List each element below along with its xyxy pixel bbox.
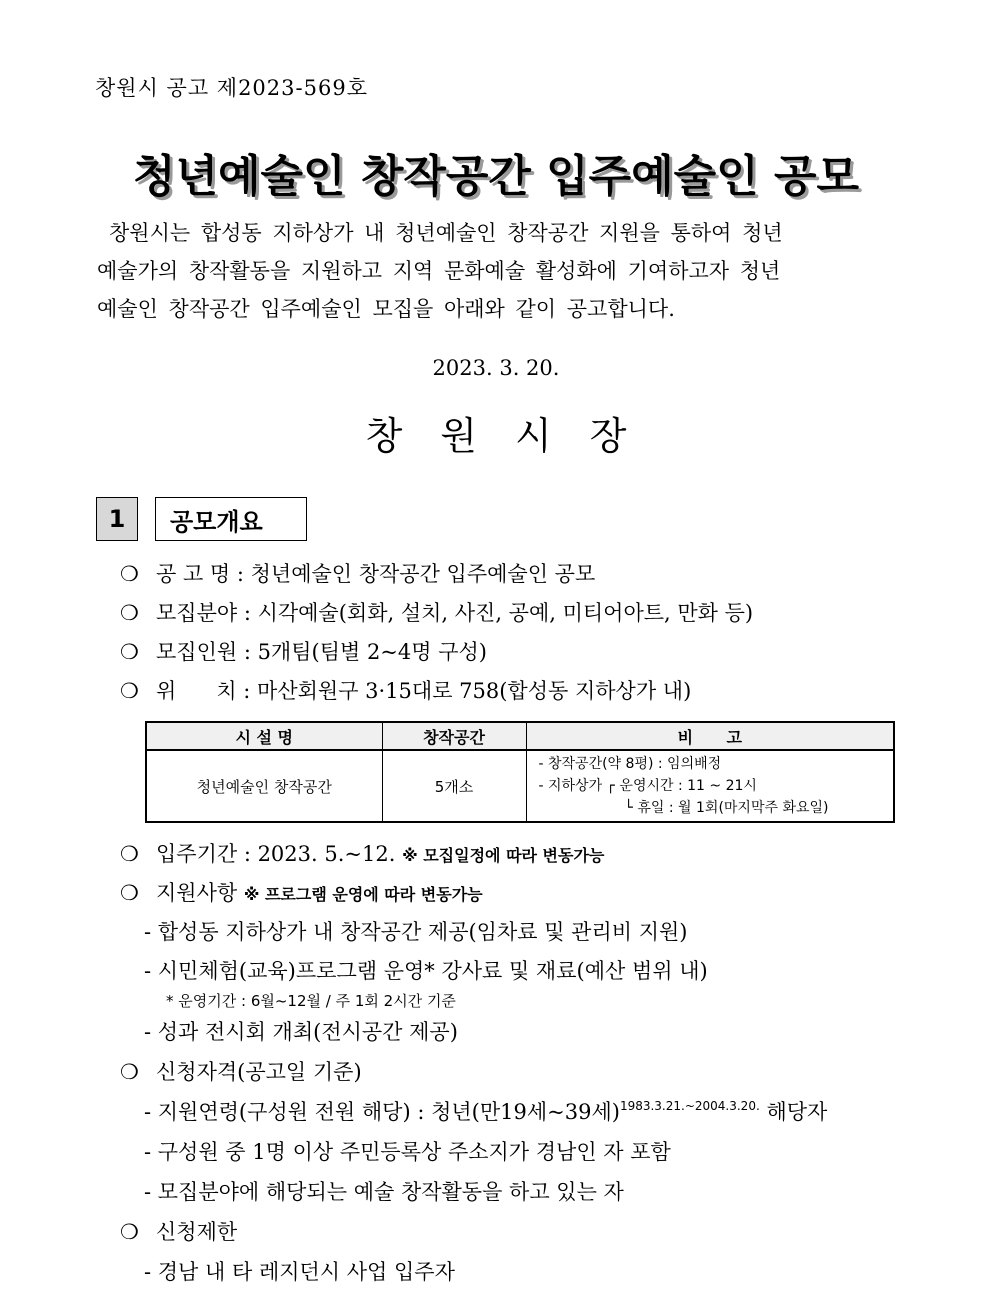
table-cell: 청년예술인 창작공간 xyxy=(146,750,382,822)
section-number: 1 xyxy=(96,497,138,541)
table-header: 시 설 명 xyxy=(146,722,382,750)
intro-line: 예술가의 창작활동을 지원하고 지역 문화예술 활성화에 기여하고자 청년 xyxy=(97,259,781,283)
period-note: ※ 모집일정에 따라 변동가능 xyxy=(402,846,605,865)
list-item: ❍ 모집분야 : 시각예술(회화, 설치, 사진, 공예, 미티어아트, 만화 등) xyxy=(120,601,754,625)
sub-item: - 구성원 중 1명 이상 주민등록상 주소지가 경남인 자 포함 xyxy=(144,1140,671,1164)
circle-bullet-icon: ❍ xyxy=(120,601,139,625)
sub-item: - 성과 전시회 개최(전시공간 제공) xyxy=(144,1020,458,1044)
issuer-name: 창원시장 xyxy=(365,414,665,458)
list-item: ❍ 신청제한 xyxy=(120,1220,238,1244)
intro-line: 예술인 창작공간 입주예술인 모집을 아래와 같이 공고합니다. xyxy=(97,297,675,321)
notice-number: 창원시 공고 제2023-569호 xyxy=(95,76,368,100)
circle-bullet-icon: ❍ xyxy=(120,881,139,905)
table-cell-note: - 창작공간(약 8평) : 임의배정 - 지하상가 ┌ 운영시간 : 11 ~ 21시 └ 휴일 : 월 1회(마지막주 화요일) xyxy=(526,750,894,822)
section-title: 공모개요 xyxy=(155,497,307,541)
sub-item: - 경남 내 타 레지던시 사업 입주자 xyxy=(144,1260,455,1284)
footnote: * 운영기간 : 6월~12월 / 주 1회 2시간 기준 xyxy=(166,992,456,1010)
list-item: ❍ 공 고 명 : 청년예술인 창작공간 입주예술인 공모 xyxy=(120,562,596,586)
circle-bullet-icon: ❍ xyxy=(120,562,139,586)
table-header: 비 고 xyxy=(526,722,894,750)
circle-bullet-icon: ❍ xyxy=(120,1220,139,1244)
document-title: 청년예술인 창작공간 입주예술인 공모 xyxy=(132,151,860,202)
list-item: ❍ 지원사항 ※ 프로그램 운영에 따라 변동가능 xyxy=(120,881,483,905)
table-cell: 5개소 xyxy=(382,750,526,822)
sub-item: - 합성동 지하상가 내 창작공간 제공(임차료 및 관리비 지원) xyxy=(144,920,688,944)
list-item: ❍ 모집인원 : 5개팀(팀별 2~4명 구성) xyxy=(120,640,487,664)
table-header: 창작공간 xyxy=(382,722,526,750)
circle-bullet-icon: ❍ xyxy=(120,640,139,664)
table-row xyxy=(146,750,894,822)
support-note: ※ 프로그램 운영에 따라 변동가능 xyxy=(243,885,483,904)
notice-date: 2023. 3. 20. xyxy=(432,356,560,380)
age-range-superscript: 1983.3.21.~2004.3.20. xyxy=(619,1099,760,1113)
list-item: ❍ 입주기간 : 2023. 5.~12. ※ 모집일정에 따라 변동가능 xyxy=(120,842,605,866)
circle-bullet-icon: ❍ xyxy=(120,679,139,703)
intro-paragraph xyxy=(97,214,897,328)
facility-table xyxy=(145,721,895,823)
circle-bullet-icon: ❍ xyxy=(120,842,139,866)
list-item: ❍ 위 치 : 마산회원구 3·15대로 758(합성동 지하상가 내) xyxy=(120,679,692,703)
intro-line: 창원시는 합성동 지하상가 내 청년예술인 창작공간 지원을 통하여 청년 xyxy=(109,221,783,245)
circle-bullet-icon: ❍ xyxy=(120,1060,139,1084)
list-item: ❍ 신청자격(공고일 기준) xyxy=(120,1060,362,1084)
sub-item: - 모집분야에 해당되는 예술 창작활동을 하고 있는 자 xyxy=(144,1180,624,1204)
sub-item: - 시민체험(교육)프로그램 운영* 강사료 및 재료(예산 범위 내) xyxy=(144,959,708,983)
table-header-row xyxy=(146,722,894,750)
sub-item: - 지원연령(구성원 전원 해당) : 청년(만19세~39세)$^{1983.3.21.\sim 2004.3.20.}$ 해당자 xyxy=(144,1099,828,1124)
